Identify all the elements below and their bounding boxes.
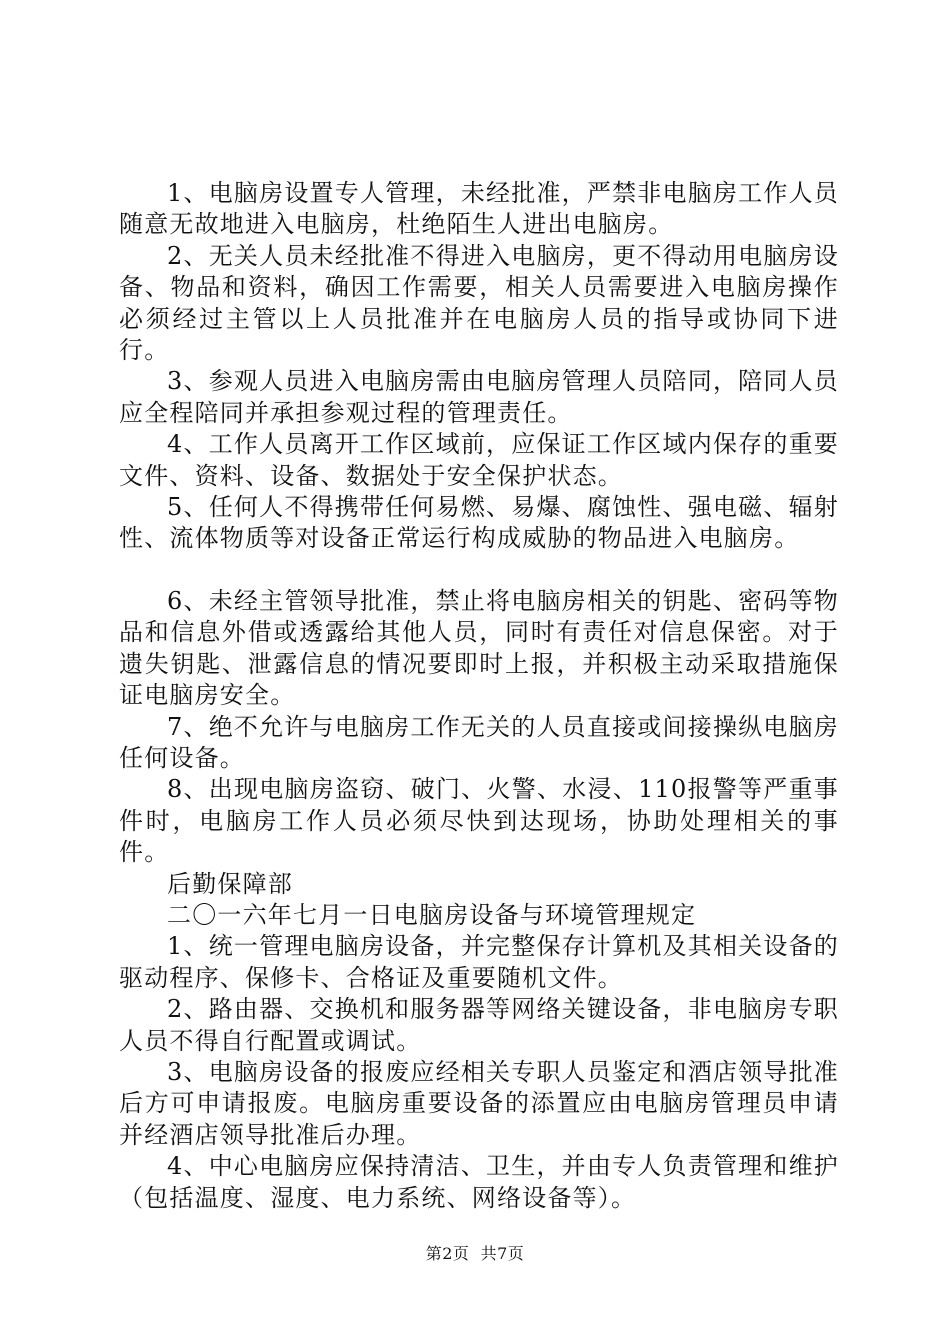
paragraph-equipment-rule-3: 3、电脑房设备的报废应经相关专职人员鉴定和酒店领导批准后方可申请报废。电脑房重要设备的添置应由电脑房管理员申请并经酒店领导批准后办理。: [119, 1057, 839, 1149]
paragraph-rule-6: 6、未经主管领导批准，禁止将电脑房相关的钥匙、密码等物品和信息外借或透露给其他人员，同时有责任对信息保密。对于遗失钥匙、泄露信息的情况要即时上报，并积极主动采取措施保证电脑房安全。: [119, 586, 839, 710]
paragraph-equipment-rule-1: 1、统一管理电脑房设备，并完整保存计算机及其相关设备的驱动程序、保修卡、合格证及重要随机文件。: [119, 932, 839, 992]
page-number: 第2页: [425, 1244, 470, 1263]
paragraph-rule-5: 5、任何人不得携带任何易燃、易爆、腐蚀性、强电磁、辐射性、流体物质等对设备正常运行构成威胁的物品进入电脑房。: [119, 493, 839, 553]
paragraph-rule-1: 1、电脑房设置专人管理，未经批准，严禁非电脑房工作人员随意无故地进入电脑房，杜绝陌生人进出电脑房。: [119, 179, 839, 239]
paragraph-rule-2: 2、无关人员未经批准不得进入电脑房，更不得动用电脑房设备、物品和资料，确因工作需要，相关人员需要进入电脑房操作必须经过主管以上人员批准并在电脑房人员的指导或协同下进行。: [119, 241, 839, 365]
paragraph-rule-7: 7、绝不允许与电脑房工作无关的人员直接或间接操纵电脑房任何设备。: [119, 712, 839, 772]
document-body: [119, 178, 839, 1214]
paragraph-equipment-rule-4: 4、中心电脑房应保持清洁、卫生，并由专人负责管理和维护（包括温度、湿度、电力系统、网络设备等）。: [119, 1152, 839, 1212]
paragraph-rule-4: 4、工作人员离开工作区域前，应保证工作区域内保存的重要文件、资料、设备、数据处于安全保护状态。: [119, 430, 839, 490]
paragraph-spacer: [119, 555, 839, 586]
paragraph-rule-3: 3、参观人员进入电脑房需由电脑房管理人员陪同，陪同人员应全程陪同并承担参观过程的管理责任。: [119, 367, 839, 427]
paragraph-rule-8: 8、出现电脑房盗窃、破门、火警、水浸、110报警等严重事件时，电脑房工作人员必须尽快到达现场，协助处理相关的事件。: [119, 775, 839, 867]
footer-separator: [469, 1244, 480, 1263]
page-footer: [0, 1241, 950, 1264]
paragraph-equipment-rule-2: 2、路由器、交换机和服务器等网络关键设备，非电脑房专职人员不得自行配置或调试。: [119, 995, 839, 1055]
page-total: 共7页: [480, 1244, 525, 1263]
department-signature: 后勤保障部: [167, 869, 293, 898]
date-and-section-title: 二〇一六年七月一日电脑房设备与环境管理规定: [167, 900, 697, 929]
